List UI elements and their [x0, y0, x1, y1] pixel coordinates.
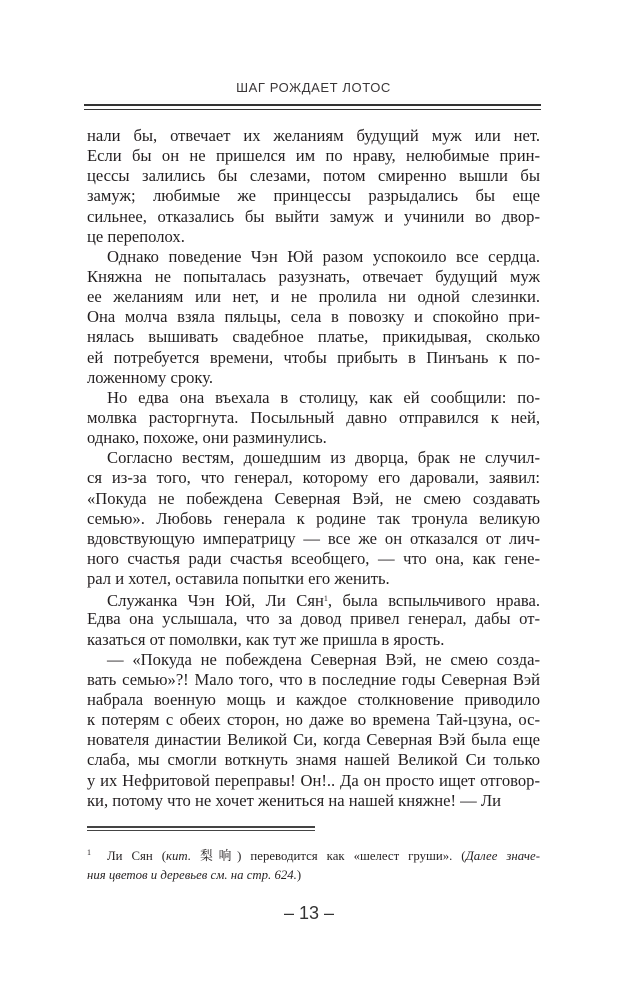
line-text: — «Покуда не побеждена Северная Вэй, не смею созда- [107, 649, 540, 669]
line-text: Если бы он не пришелся им по нраву, нелюбимые прин- [87, 146, 540, 166]
footnote-text: ) переводится как «шелест груши». ( [237, 849, 466, 863]
text-line [87, 186, 540, 206]
header-rule [84, 104, 541, 106]
text-line [87, 489, 540, 509]
line-text: цессы залились бы слезами, потом смиренно вышли бы [87, 166, 540, 186]
text-line [87, 569, 540, 589]
footnote-line [87, 866, 540, 885]
footnote-abbr: кит. [166, 849, 192, 863]
line-text: нали бы, отвечает их желаниям будущий муж или нет. [87, 126, 540, 145]
footnote-rule-secondary [87, 830, 315, 831]
line-text: ки, потому что не хочет жениться на нашей княжне! — Ли [87, 790, 502, 810]
text-line [87, 589, 540, 609]
text-line [87, 670, 540, 690]
line-text: це переполох. [87, 226, 185, 246]
footnote-rule [87, 826, 315, 828]
line-text: набрала военную мощь и каждое столкновение приводило [87, 689, 540, 709]
line-text: однако, похоже, они разминулись. [87, 428, 327, 448]
line-text: «Покуда не побеждена Северная Вэй, не смею создавать [87, 488, 540, 508]
text-line [87, 549, 540, 569]
footnote-italic: ния цветов и деревьев см. на стр. 624. [87, 868, 297, 882]
line-text: молвка расторгнута. Посыльный давно отправился к ней, [87, 407, 540, 427]
line-text: нователя династии Великой Си, когда Северная Вэй была еще [87, 730, 540, 750]
line-text: замуж; любимые же принцессы разрыдались бы еще [87, 186, 540, 206]
text-line [87, 267, 540, 287]
text-line [87, 146, 540, 166]
text-line [87, 227, 540, 247]
line-text: ей потребуется времени, чтобы прибыть в Пинъань к по- [87, 347, 540, 367]
line-text: Княжна не попыталась разузнать, отвечает будущий муж [87, 266, 540, 286]
text-line [87, 630, 540, 650]
line-text: Служанка Чэн Юй, Ли Сян [107, 591, 324, 611]
header-rule-secondary [84, 109, 541, 110]
footnote-number: 1 [87, 848, 91, 857]
text-line [87, 609, 540, 629]
line-text: у их Нефритовой переправы! Он!.. Да он просто ищет отговор- [87, 770, 540, 790]
line-text: Едва она услышала, что за довод привел генерал, дабы от- [87, 609, 540, 629]
line-text: нялась вышивать свадебное платье, прикидывая, сколько [87, 327, 540, 347]
line-text: сильнее, отказались бы выйти замуж и учинили во двор- [87, 206, 540, 226]
line-text: казаться от помолвки, как тут же пришла в ярость. [87, 629, 445, 649]
text-line [87, 730, 540, 750]
text-line [87, 468, 540, 488]
footnote-reference[interactable]: 1 [323, 594, 328, 604]
footnote-line [87, 843, 540, 866]
line-text: Однако поведение Чэн Юй разом успокоило все сердца. [107, 246, 540, 266]
line-text: слаба, мы смогли воткнуть знамя нашей Великой Си только [87, 750, 540, 770]
footnote-chinese: 梨响 [191, 849, 238, 863]
text-line [87, 448, 540, 468]
text-line [87, 307, 540, 327]
line-text: Согласно вестям, дошедшим из дворца, брак не случил- [107, 448, 540, 468]
line-text: рал и хотел, оставила попытки его женить. [87, 569, 390, 589]
footnote [87, 843, 540, 885]
footnote-text: Ли Сян ( [107, 849, 167, 863]
page-number: – 13 – [283, 903, 335, 923]
body-text [87, 126, 540, 811]
line-text: вать семью»?! Мало того, что в последние годы Северная Вэй [87, 669, 540, 689]
text-line [87, 207, 540, 227]
text-line [87, 710, 540, 730]
text-line [87, 509, 540, 529]
text-line [87, 650, 540, 670]
line-text: ложенному сроку. [87, 367, 214, 387]
text-line [87, 428, 540, 448]
text-line [87, 247, 540, 267]
line-text: ее желаниям или нет, и не пролила ни одной слезинки. [87, 287, 540, 307]
text-line [87, 126, 540, 146]
text-line [87, 791, 540, 811]
text-line [87, 408, 540, 428]
text-line [87, 750, 540, 770]
line-text: к потерям с обеих сторон, но даже во времена Тай-цзуна, ос- [87, 710, 540, 730]
running-header: ШАГ РОЖДАЕТ ЛОТОС [236, 80, 391, 95]
text-line [87, 690, 540, 710]
footnote-text: ) [296, 868, 302, 882]
text-line [87, 348, 540, 368]
line-text: ного счастья ради счастья всеобщего, — что она, как гене- [87, 548, 540, 568]
footnote-italic: Далее значе- [465, 849, 540, 863]
text-line [87, 287, 540, 307]
text-line [87, 529, 540, 549]
line-text: вдовствующую императрицу — все же он отказался от лич- [87, 528, 540, 548]
line-text: Но едва она въехала в столицу, как ей сообщили: по- [107, 387, 540, 407]
text-line [87, 388, 540, 408]
text-line [87, 327, 540, 347]
line-text: ся из-за того, что генерал, которому его даровали, заявил: [87, 468, 540, 488]
text-line [87, 166, 540, 186]
line-text: семью». Любовь генерала к родине так тронула великую [87, 508, 540, 528]
line-text: , была вспыльчивого нрава. [327, 591, 541, 611]
line-text: Она молча взяла пяльцы, села в повозку и спокойно при- [87, 307, 540, 327]
text-line [87, 771, 540, 791]
text-line [87, 368, 540, 388]
